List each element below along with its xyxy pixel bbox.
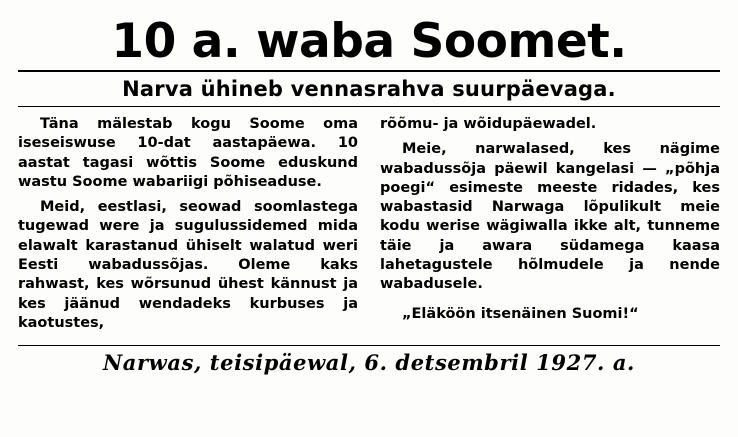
divider-subhead: [18, 106, 720, 107]
divider-top: [18, 70, 720, 72]
closing-quote: „Eläköön itsenäinen Suomi!“: [402, 305, 639, 322]
article-column-left: [18, 115, 358, 339]
publication-line: Narwas, teisipäewal, 6. detsembril 1927. a.: [103, 350, 635, 376]
article-column-right: [380, 115, 720, 324]
paragraph: Meie, narwalased, kes nägime wabadussõja päewil kangelasi — „põhja poegi“ esimeste meeste ridades, kes wabastasid Narwaga lõpulikult meie kodu werise wägiwalla ikke alt, tunneme täie ja awara südamega kaasa lahetagustele hõlmudele ja nende wabadusele.: [380, 141, 720, 293]
article-columns: [18, 115, 720, 339]
page-headline: 10 a. waba Soomet.: [111, 14, 627, 69]
paragraph: Täna mälestab kogu Soome oma iseseiswuse 10-dat aastapäewa. 10 aastat tagasi wõttis Soome eduskund wastu Soome wabariigi põhiseaduse.: [18, 116, 358, 190]
paragraph: Meid, eestlasi, seowad soomlastega tugewad were ja sugulussidemed mida elawalt karastanud ühiselt walatud weri Eesti wabadussõjas. Oleme kaks rahwast, kes wõrsunud ühest kännust ja kes jäänud wendadeks kurbuses ja kaotustes,: [18, 199, 358, 331]
divider-footer: [18, 345, 720, 346]
page-subheadline: Narva ühineb vennasrahva suurpäevaga.: [122, 76, 616, 101]
paragraph: rõõmu- ja wõidupäewadel.: [380, 116, 597, 133]
